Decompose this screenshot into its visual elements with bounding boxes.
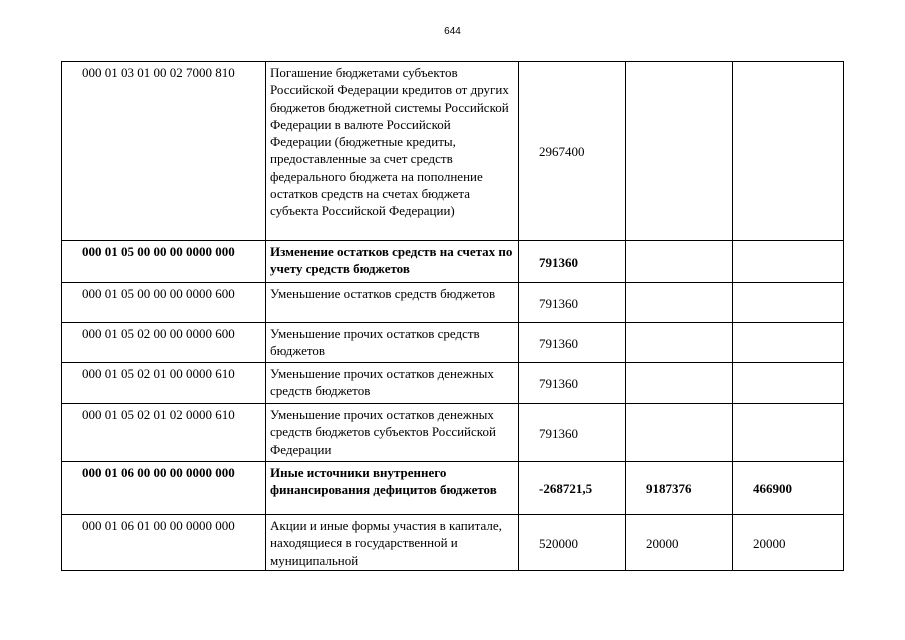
row-value-1: 791360 (519, 241, 626, 283)
row-value-1: 791360 (519, 323, 626, 363)
table-row (62, 283, 844, 323)
row-value-2: 9187376 (626, 462, 733, 515)
row-value-1: 520000 (519, 515, 626, 571)
row-name (266, 515, 519, 571)
page-number: 644 (444, 26, 461, 37)
row-name: Уменьшение прочих остатков денежных средств бюджетов (266, 363, 519, 404)
row-value-2 (626, 241, 733, 283)
row-value-3 (733, 323, 844, 363)
row-value-1: 791360 (519, 283, 626, 323)
row-name: Уменьшение прочих остатков средств бюджетов (266, 323, 519, 363)
row-name: Уменьшение прочих остатков денежных средств бюджетов субъектов Российской Федерации (266, 404, 519, 462)
row-name: Иные источники внутреннего финансирования дефицитов бюджетов (266, 462, 519, 515)
table-row (62, 462, 844, 515)
row-value-2 (626, 283, 733, 323)
table-row (62, 323, 844, 363)
row-code: 000 01 03 01 00 02 7000 810 (62, 62, 266, 241)
row-value-1: 791360 (519, 363, 626, 404)
table-row (62, 241, 844, 283)
row-code: 000 01 05 02 01 02 0000 610 (62, 404, 266, 462)
row-code: 000 01 05 00 00 00 0000 000 (62, 241, 266, 283)
table-row (62, 363, 844, 404)
table-row (62, 515, 844, 571)
row-value-3 (733, 404, 844, 462)
row-value-2: 20000 (626, 515, 733, 571)
row-value-1: 2967400 (519, 62, 626, 241)
row-name: Изменение остатков средств на счетах по учету средств бюджетов (266, 241, 519, 283)
row-value-2 (626, 363, 733, 404)
row-value-2 (626, 62, 733, 241)
row-name-text: Акции и иные формы участия в капитале, находящиеся в государственной и муниципальной (270, 518, 502, 568)
row-value-2 (626, 323, 733, 363)
row-value-3: 20000 (733, 515, 844, 571)
row-code: 000 01 06 01 00 00 0000 000 (62, 515, 266, 571)
row-value-3 (733, 62, 844, 241)
row-name: Уменьшение остатков средств бюджетов (266, 283, 519, 323)
row-value-2 (626, 404, 733, 462)
row-value-3 (733, 283, 844, 323)
row-code: 000 01 05 02 01 00 0000 610 (62, 363, 266, 404)
table-row (62, 404, 844, 462)
row-value-3 (733, 363, 844, 404)
row-value-3: 466900 (733, 462, 844, 515)
table-row (62, 62, 844, 241)
row-code: 000 01 05 02 00 00 0000 600 (62, 323, 266, 363)
row-name: Погашение бюджетами субъектов Российской Федерации кредитов от других бюджетов бюджетной системы Российской Федерации в валюте Российской Федерации (бюджетные кредиты, предоставленные за счет средств федерального бюджета на пополнение остатков средств на счетах бюджета субъекта Российской Федерации) (266, 62, 519, 241)
row-code: 000 01 06 00 00 00 0000 000 (62, 462, 266, 515)
row-value-1: 791360 (519, 404, 626, 462)
row-code: 000 01 05 00 00 00 0000 600 (62, 283, 266, 323)
row-value-1: -268721,5 (519, 462, 626, 515)
row-value-3 (733, 241, 844, 283)
budget-sources-table (61, 61, 844, 571)
